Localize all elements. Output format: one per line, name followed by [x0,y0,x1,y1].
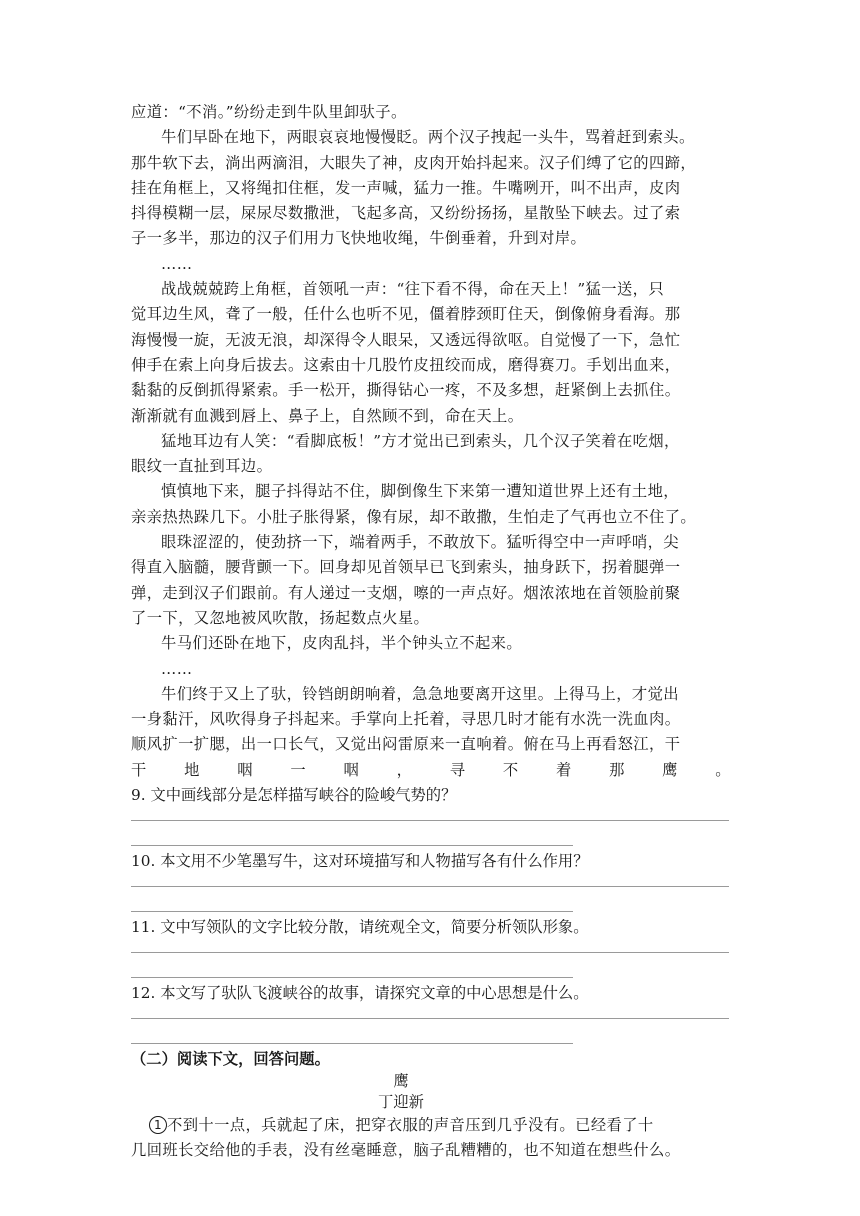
answer-lines-9[interactable] [131,808,731,849]
passage-line: 亲亲热热跺几下。小肚子胀得紧，像有尿，却不敢撒，生怕走了气再也立不住了。 [131,507,697,526]
passage-line: 弹，走到汉子们跟前。有人递过一支烟，嚓的一声点好。烟浓浓地在首领脸前聚 [131,583,681,602]
answer-line [131,1043,573,1044]
question-11: 11. 文中写领队的文字比较分散，请统观全文，简要分析领队形象。 [131,918,589,937]
article-author: 丁迎新 [378,1093,424,1112]
passage-line: 海慢慢一旋，无波无浪，却深得令人眼呆，又透远得欲呕。自觉慢了一下，急忙 [131,330,681,349]
passage-line: 得直入脑髓，腰背颤一下。回身却见首领早已飞到索头，抽身跃下，拐着腿弹一 [131,558,681,577]
question-9: 9. 文中画线部分是怎样描写峡谷的险峻气势的？ [131,786,457,805]
passage-line: 战战兢兢跨上角框，首领吼一声：“往下看不得，命在天上！”猛一送，只 [161,280,665,299]
document-body [131,100,731,1164]
question-12: 12. 本文写了驮队飞渡峡谷的故事，请探究文章的中心思想是什么。 [131,984,589,1003]
paragraph-text: 不到十一点，兵就起了床，把穿衣服的声音压到几乎没有。已经看了十 [167,1116,654,1135]
passage-line: 觉耳边生风，聋了一般，任什么也听不见，僵着脖颈盯住天，倒像俯身看海。那 [131,305,681,324]
passage-line: 慎慎地下来，腿子抖得站不住，脚倒像生下来第一遭知道世界上还有土地， [161,482,679,501]
passage-line: 顺风扩一扩腮，出一口长气，又觉出闷雷原来一直响着。俯在马上再看怒江，干 [131,735,681,754]
passage-line: 一身黏汗，风吹得身子抖起来。手掌向上托着，寻思几时才能有水洗一洗血肉。 [131,710,681,729]
section-heading: （二）阅读下文，回答问题。 [131,1050,330,1069]
passage-line: 渐渐就有血溅到唇上、鼻子上，自然顾不到，命在天上。 [131,406,524,425]
passage-line: 牛们早卧在地下，两眼哀哀地慢慢眨。两个汉子拽起一头牛，骂着赶到索头。 [161,128,695,147]
passage-line: 应道：“不消。”纷纷走到牛队里卸驮子。 [131,103,407,121]
answer-lines-12[interactable] [131,1006,731,1047]
passage-line: 牛们终于又上了驮，铃铛朗朗响着，急急地要离开这里。上得马上，才觉出 [161,684,679,703]
paragraph-line [131,1113,731,1138]
ellipsis-line: …… [161,254,193,273]
passage-line: 牛马们还卧在地下，皮肉乱抖，半个钟头立不起来。 [161,634,523,653]
answer-line [131,820,729,821]
passage-line: 猛地耳边有人笑：“看脚底板！”方才觉出已到索头，几个汉子笑着在吃烟， [161,431,680,450]
answer-line [131,977,573,978]
passage-line: 眼珠涩涩的，使劲挤一下，端着两手，不敢放下。猛听得空中一声呼哨，尖 [161,533,679,552]
ellipsis-line: …… [161,659,193,678]
passage-line: 挂在角框上，又将绳扣住框，发一声喊，猛力一推。牛嘴咧开，叫不出声，皮肉 [131,178,681,197]
passage-line: 黏黏的反倒抓得紧索。手一松开，撕得钻心一疼，不及多想，赶紧倒上去抓住。 [131,381,681,400]
answer-line [131,845,573,846]
passage-line: 子一多半，那边的汉子们用力飞快地收绳，牛倒垂着，升到对岸。 [131,229,587,248]
passage-line-justified: 干 地 咽 一 咽 ， 寻 不 着 那 鹰 。 [131,760,731,779]
answer-line [131,886,729,887]
answer-line [131,911,573,912]
answer-lines-11[interactable] [131,940,731,981]
paragraph-line: 几回班长交给他的手表，没有丝毫睡意，脑子乱糟糟的，也不知道在想些什么。 [131,1141,681,1160]
passage-line: 抖得模糊一层，屎尿尽数撒泄，飞起多高，又纷纷扬扬，星散坠下峡去。过了索 [131,204,681,223]
answer-line [131,952,729,953]
passage-line: 眼纹一直扯到耳边。 [131,457,273,476]
passage-line: 了一下，又忽地被风吹散，扬起数点火星。 [131,608,430,627]
question-10: 10. 本文用不少笔墨写牛，这对环境描写和人物描写各有什么作用？ [131,852,589,871]
article-title: 鹰 [393,1072,409,1091]
answer-lines-10[interactable] [131,874,731,915]
answer-line [131,1018,729,1019]
passage-line: 伸手在索上向身后拔去。这索由十几股竹皮扭绞而成，磨得赛刀。手划出血来， [131,355,681,374]
passage-line: 那牛软下去，淌出两滴泪，大眼失了神，皮肉开始抖起来。汉子们缚了它的四蹄， [131,153,697,172]
paragraph-number: 1 [149,1116,167,1134]
